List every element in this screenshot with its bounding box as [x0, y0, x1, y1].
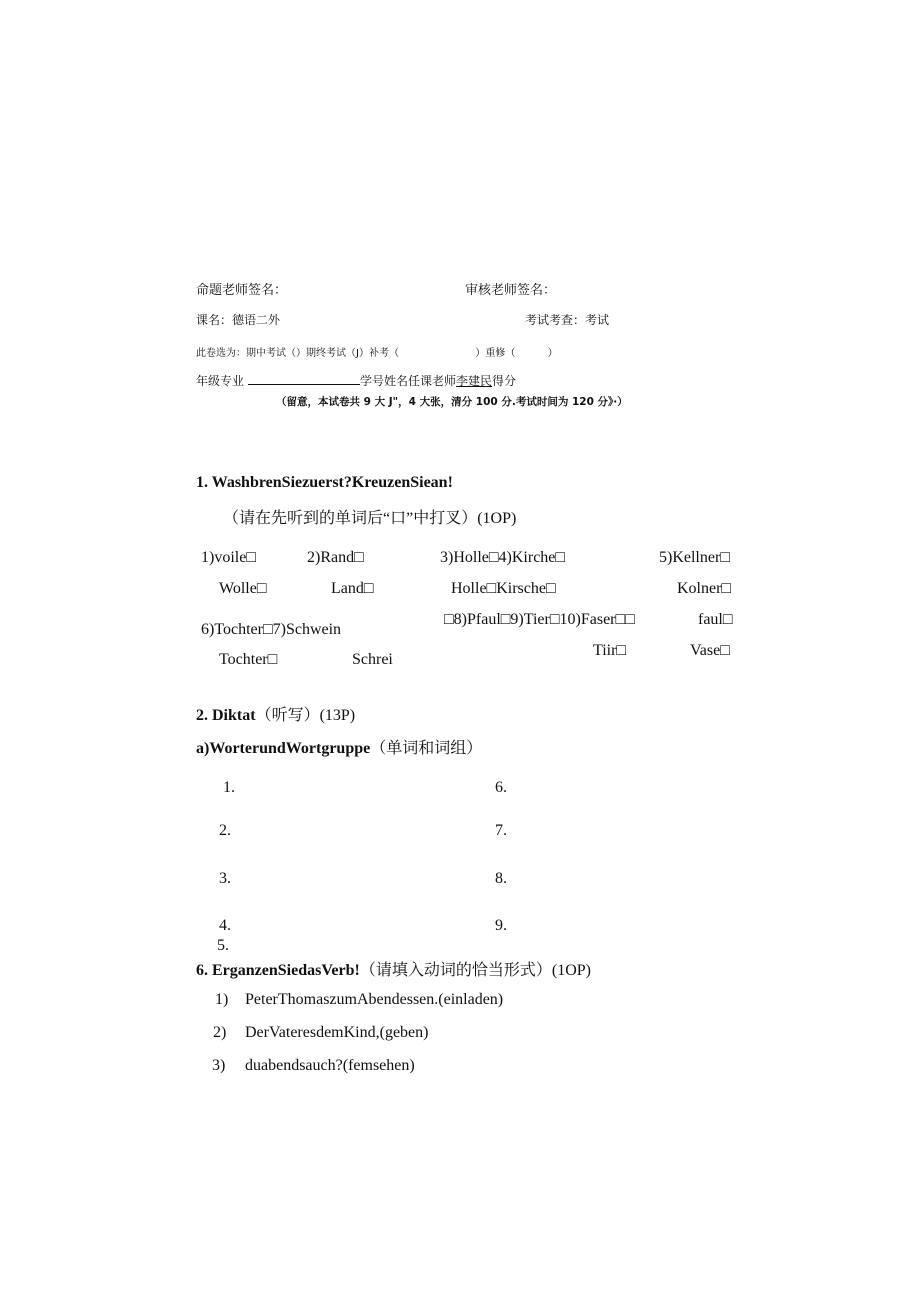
reviewer-signature-label: 审核老师签名：: [465, 283, 557, 298]
dictation-item: 1.: [223, 779, 235, 796]
section1-instruction: （请在先听到的单词后“口”中打叉）(1OP): [223, 510, 517, 527]
dictation-item: 7.: [495, 822, 507, 839]
exam-notice: （留意，本试卷共 9 大 J"，4 大张，清分 100 分.考试时间为 120 分》·）: [276, 396, 628, 408]
section3-title-cn: （请填入动词的恰当形式）(1OP): [359, 962, 591, 979]
paper-type-text: 此卷选为：期中考试（）期终考试（J）补考（: [196, 348, 399, 359]
verb-item-number: 2): [213, 1024, 227, 1041]
word-option: 2)Rand□: [307, 549, 364, 566]
word-option: 6)Tochter□7)Schwein: [201, 621, 342, 638]
paper-type-retake: ）重修（: [475, 348, 516, 359]
word-option: Schrei: [352, 651, 393, 668]
grade-major-label: 年级专业: [196, 374, 245, 388]
section2-subtitle-de: a)WorterundWortgruppe: [196, 740, 371, 757]
section2-subtitle: [196, 735, 482, 758]
section3-title: [196, 957, 591, 980]
word-option: □8)Pfaul□9)Tier□10)Faser□□: [444, 611, 635, 628]
word-option: Holle□Kirsche□: [451, 580, 556, 597]
dictation-item: 3.: [219, 870, 231, 887]
word-option: faul□: [698, 611, 733, 628]
dictation-item: 8.: [495, 870, 507, 887]
student-info-line: [196, 372, 516, 389]
word-option: Land□: [331, 580, 374, 597]
section1-title: 1. WashbrenSiezuerst?KreuzenSiean!: [196, 474, 453, 491]
paper-type-selection: [196, 344, 558, 359]
verb-item-text: duabendsauch?(femsehen): [245, 1057, 415, 1074]
word-option: Vase□: [690, 642, 730, 659]
student-info-labels: 学号姓名任课老师: [360, 374, 457, 388]
verb-item-number: 1): [215, 991, 229, 1008]
word-option: 1)voile□: [201, 549, 256, 566]
dictation-item: 4.: [219, 917, 231, 934]
section2-title-cn: （听写）(13P): [255, 707, 356, 724]
section2-title: [196, 702, 355, 725]
word-option: Kolner□: [677, 580, 732, 597]
verb-item-text: DerVateresdemKind,(geben): [245, 1024, 429, 1041]
grade-major-blank: [248, 373, 360, 385]
section3-title-de: 6. ErganzenSiedasVerb!: [196, 962, 360, 979]
dictation-item: 9.: [495, 917, 507, 934]
paper-type-end: ）: [547, 348, 558, 359]
word-option: Tiir□: [593, 642, 627, 659]
verb-item-number: 3): [212, 1057, 226, 1074]
word-option: 5)Kellner□: [659, 549, 730, 566]
score-label: 得分: [492, 374, 517, 388]
word-option: Tochter□: [219, 651, 278, 668]
author-signature-label: 命题老师签名：: [196, 283, 288, 298]
teacher-name: 李建民: [456, 374, 493, 388]
section2-title-de: 2. Diktat: [196, 707, 256, 724]
exam-type: 考试考查：考试: [525, 313, 610, 327]
dictation-item: 6.: [495, 779, 507, 796]
course-name: 课名：德语二外: [196, 313, 281, 327]
dictation-item: 5.: [217, 937, 229, 954]
section2-subtitle-cn: （单词和词组）: [370, 740, 483, 757]
word-option: 3)Holle□4)Kirche□: [440, 549, 566, 566]
word-option: Wolle□: [219, 580, 267, 597]
verb-item-text: PeterThomaszumAbendessen.(einladen): [245, 991, 504, 1008]
dictation-item: 2.: [219, 822, 231, 839]
